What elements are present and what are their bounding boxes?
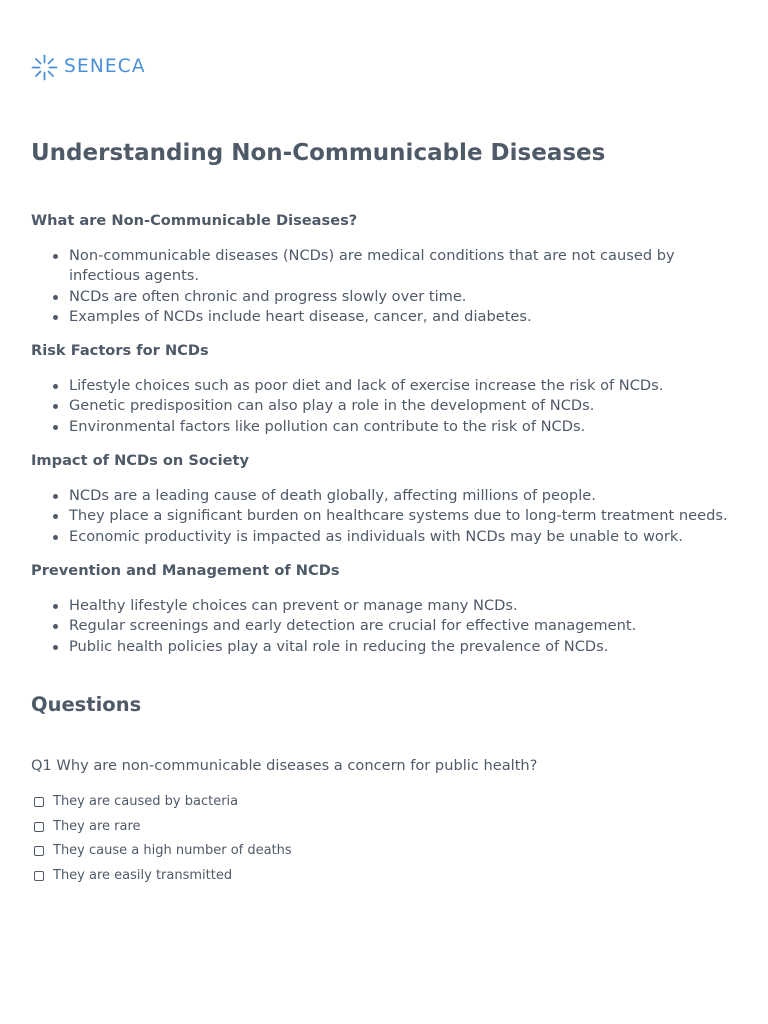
page-title: Understanding Non-Communicable Diseases [31,140,606,166]
bullet-list [31,486,741,547]
bullet-item: They place a significant burden on healthcare systems due to long-term treatment needs. [31,506,741,526]
notes-content [31,211,741,671]
option-label: They cause a high number of deaths [53,843,292,859]
bullet-item: Healthy lifestyle choices can prevent or manage many NCDs. [31,596,741,616]
section-prevention [31,561,741,657]
section-impact [31,451,741,547]
checkbox[interactable] [34,871,44,881]
section-heading: Risk Factors for NCDs [31,342,209,360]
answer-option[interactable] [34,839,292,864]
bullet-item: Economic productivity is impacted as individuals with NCDs may be unable to work. [31,527,741,547]
answer-option[interactable] [34,864,292,889]
checkbox[interactable] [34,822,44,832]
section-heading: What are Non-Communicable Diseases? [31,212,358,229]
option-label: They are easily transmitted [53,867,233,883]
bullet-list [31,596,741,657]
bullet-item: Public health policies play a vital role in reducing the prevalence of NCDs. [31,637,741,657]
option-label: They are caused by bacteria [53,794,239,810]
logo-wordmark: SENECA [64,56,146,77]
bullet-item: Regular screenings and early detection are crucial for effective management. [31,616,741,636]
bullet-item: Examples of NCDs include heart disease, cancer, and diabetes. [31,307,741,327]
bullet-list [31,376,741,437]
answer-options [34,790,292,888]
section-what-are-ncds [31,211,741,327]
bullet-item: NCDs are a leading cause of death globally, affecting millions of people. [31,486,741,506]
bullet-item: Lifestyle choices such as poor diet and lack of exercise increase the risk of NCDs. [31,376,741,396]
questions-heading: Questions [31,693,142,716]
option-label: They are rare [53,818,141,834]
bullet-item: Genetic predisposition can also play a role in the development of NCDs. [31,396,741,416]
bullet-item: Non-communicable diseases (NCDs) are medical conditions that are not caused by infectious agents. [31,246,741,287]
bullet-item: Environmental factors like pollution can contribute to the risk of NCDs. [31,417,741,437]
seneca-burst-icon [31,54,58,81]
section-risk-factors [31,341,741,437]
section-heading: Impact of NCDs on Society [31,452,249,470]
bullet-item: NCDs are often chronic and progress slowly over time. [31,287,741,307]
question-text: Q1 Why are non-communicable diseases a concern for public health? [31,757,538,774]
checkbox[interactable] [34,797,44,807]
answer-option[interactable] [34,790,292,815]
seneca-logo [31,54,146,80]
checkbox[interactable] [34,846,44,856]
section-heading: Prevention and Management of NCDs [31,561,340,579]
answer-option[interactable] [34,815,292,840]
bullet-list [31,246,741,327]
